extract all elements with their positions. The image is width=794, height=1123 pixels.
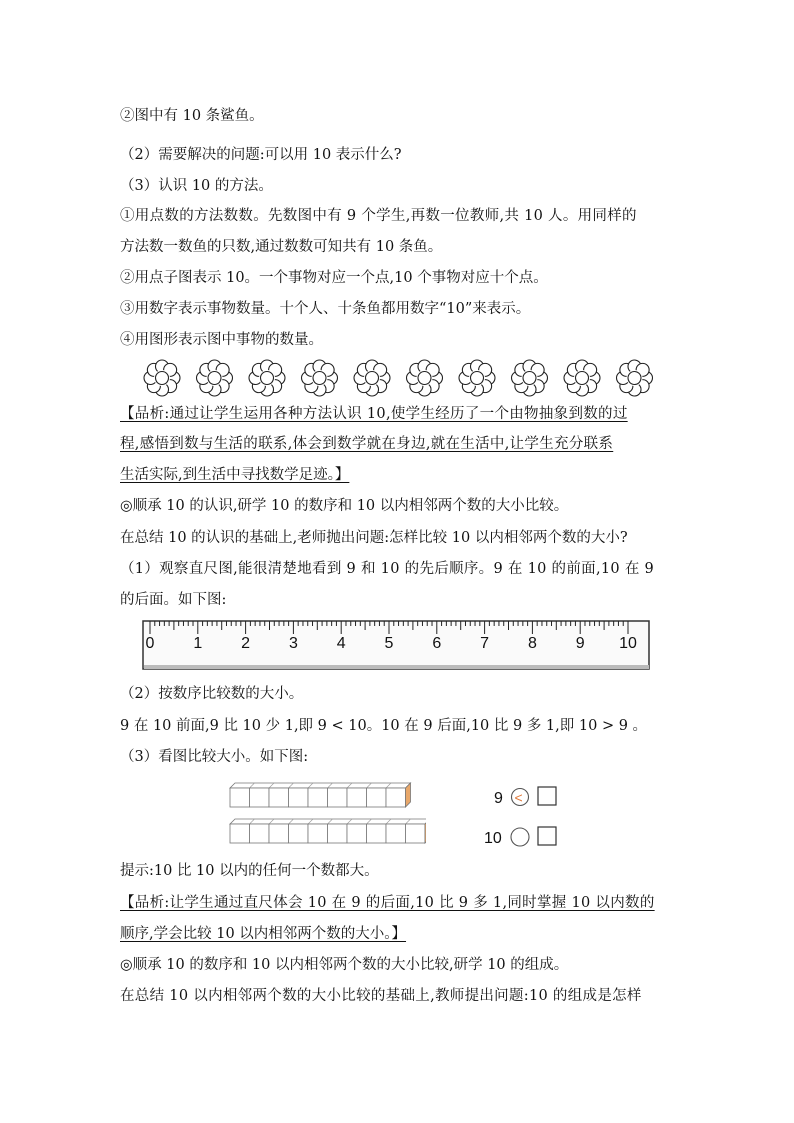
text-line: 的后面。如下图: bbox=[120, 592, 227, 608]
flower-icon bbox=[354, 360, 390, 396]
ruler-label: 5 bbox=[384, 635, 394, 652]
text-line: （1）观察直尺图,能很清楚地看到 9 和 10 的先后顺序。9 在 10 的前面,10 在 9 bbox=[120, 561, 655, 577]
ruler-label: 6 bbox=[432, 635, 442, 652]
flower-icon bbox=[512, 360, 548, 396]
ruler-label: 7 bbox=[480, 635, 490, 652]
text-line: 9 在 10 前面,9 比 10 少 1,即 9 < 10。10 在 9 后面,10 比 9 多 1,即 10 > 9 。 bbox=[120, 718, 648, 734]
flower-icon bbox=[407, 360, 443, 396]
text-line: 方法数一数鱼的只数,通过数数可知共有 10 条鱼。 bbox=[120, 239, 443, 255]
ruler-figure bbox=[142, 620, 650, 670]
ruler-body bbox=[143, 621, 649, 669]
ruler-label: 4 bbox=[336, 635, 346, 652]
comparison-figure bbox=[480, 780, 580, 850]
analysis-note: 【品析:让学生通过直尺体会 10 在 9 的后面,10 比 9 多 1,同时掌握 10 以内数的 bbox=[120, 895, 655, 911]
analysis-note: 程,感悟到数与生活的联系,体会到数学就在身边,就在生活中,让学生充分联系 bbox=[120, 436, 614, 452]
analysis-note: 生活实际,到生活中寻找数学足迹。】 bbox=[120, 467, 350, 483]
analysis-note: 顺序,学会比较 10 以内相邻两个数的大小。】 bbox=[120, 926, 407, 942]
flower-icon bbox=[197, 360, 233, 396]
compare-circle-2 bbox=[511, 828, 529, 846]
compare-box-1 bbox=[538, 787, 556, 805]
compare-box-2 bbox=[538, 827, 556, 845]
flower-icon bbox=[617, 360, 653, 396]
flower-icon bbox=[249, 360, 285, 396]
text-line: ◎顺承 10 的数序和 10 以内相邻两个数的大小比较,研学 10 的组成。 bbox=[120, 957, 569, 973]
less-than-sign: < bbox=[514, 789, 523, 806]
ruler-label: 3 bbox=[288, 635, 298, 652]
text-line: ④用图形表示图中事物的数量。 bbox=[120, 332, 323, 348]
cube-rows-figure bbox=[226, 780, 426, 850]
text-line: （3）认识 10 的方法。 bbox=[120, 178, 273, 194]
cube-row bbox=[230, 783, 411, 807]
text-line: 在总结 10 的认识的基础上,老师抛出问题:怎样比较 10 以内相邻两个数的大小? bbox=[120, 530, 628, 546]
cube-row bbox=[230, 819, 426, 843]
text-line: ②图中有 10 条鲨鱼。 bbox=[120, 108, 264, 124]
text-line: （3）看图比较大小。如下图: bbox=[120, 749, 309, 765]
ruler-label: 10 bbox=[619, 635, 637, 652]
text-line: ②用点子图表示 10。一个事物对应一个点,10 个事物对应十个点。 bbox=[120, 270, 548, 286]
text-line: ①用点数的方法数数。先数图中有 9 个学生,再数一位教师,共 10 人。用同样的 bbox=[120, 208, 637, 224]
text-line: （2）需要解决的问题:可以用 10 表示什么? bbox=[120, 147, 402, 163]
ruler-label: 8 bbox=[527, 635, 537, 652]
ruler-label: 2 bbox=[241, 635, 251, 652]
flower-icon bbox=[459, 360, 495, 396]
flower-icon bbox=[144, 360, 180, 396]
text-line: ③用数字表示事物数量。十个人、十条鱼都用数字“10”来表示。 bbox=[120, 301, 531, 317]
flower-figure-row bbox=[140, 358, 660, 398]
text-line: （2）按数序比较数的大小。 bbox=[120, 686, 304, 702]
text-line: 在总结 10 以内相邻两个数的大小比较的基础上,教师提出问题:10 的组成是怎样 bbox=[120, 988, 642, 1004]
ruler-shadow bbox=[144, 665, 649, 669]
flower-icon bbox=[564, 360, 600, 396]
ruler-label: 0 bbox=[145, 635, 155, 652]
compare-number-10: 10 bbox=[484, 830, 502, 847]
flower-icon bbox=[302, 360, 338, 396]
ruler-label: 9 bbox=[575, 635, 585, 652]
compare-number-9: 9 bbox=[494, 790, 503, 807]
analysis-note: 【品析:通过让学生运用各种方法认识 10,使学生经历了一个由物抽象到数的过 bbox=[120, 406, 628, 422]
ruler-label: 1 bbox=[193, 635, 203, 652]
text-line: 提示:10 比 10 以内的任何一个数都大。 bbox=[120, 863, 379, 879]
text-line: ◎顺承 10 的认识,研学 10 的数序和 10 以内相邻两个数的大小比较。 bbox=[120, 498, 569, 514]
